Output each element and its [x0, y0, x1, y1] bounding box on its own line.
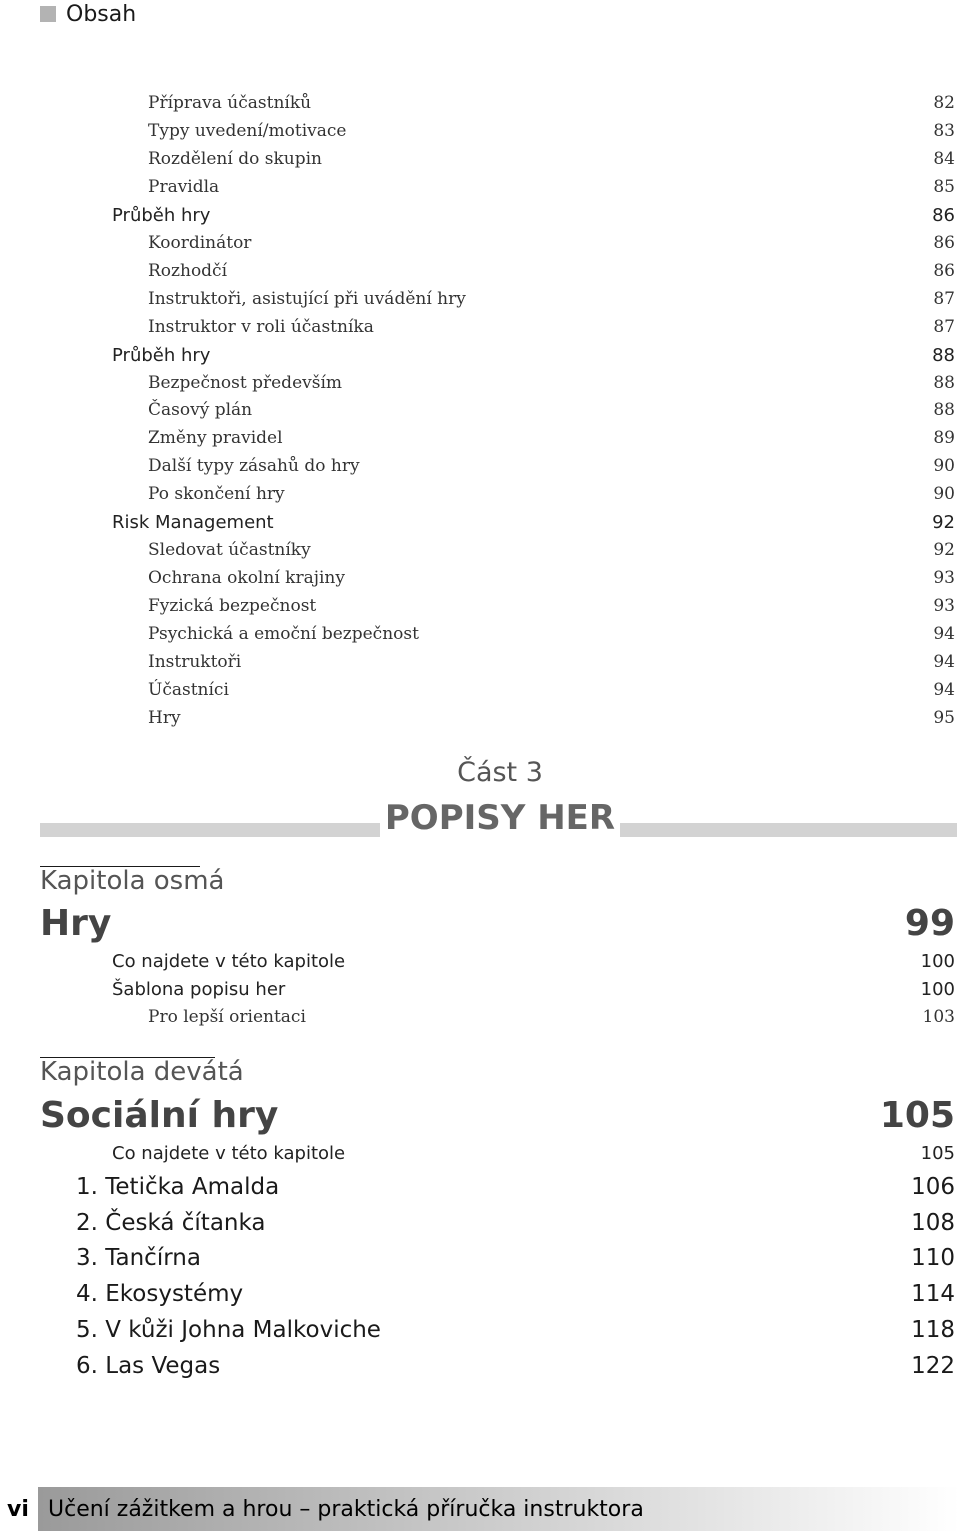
- toc-entry-page: 94: [933, 624, 955, 645]
- toc-entry-title: Hry: [148, 707, 181, 728]
- toc-entry-page: 92: [932, 512, 955, 534]
- toc-entry-page: 100: [920, 951, 955, 972]
- toc-entry-title: Po skončení hry: [148, 484, 285, 505]
- toc-entry-page: 85: [933, 176, 955, 197]
- toc-entry-page: 86: [933, 260, 955, 281]
- footer-book-title: Učení zážitkem a hrou – praktická příručka instruktora: [48, 1496, 644, 1522]
- toc-entry-title: Pro lepší orientaci: [148, 1007, 306, 1027]
- toc-entry-page: 83: [933, 120, 955, 141]
- toc-entry-title: Účastníci: [148, 679, 229, 700]
- page-footer: [0, 1487, 960, 1531]
- toc-entry: [0, 149, 955, 169]
- toc-entry-page: 87: [933, 288, 955, 309]
- toc-entry: [0, 540, 955, 560]
- toc-entry-page: 90: [933, 456, 955, 477]
- chapter8-label: Kapitola osmá: [40, 866, 225, 896]
- toc-entry-title: Typy uvedení/motivace: [148, 120, 347, 141]
- toc-entry-page: 88: [933, 372, 955, 393]
- toc-entry-title: Sledovat účastníky: [148, 540, 311, 561]
- toc-entry-title: Bezpečnost především: [148, 372, 343, 393]
- toc-entry: [0, 261, 955, 281]
- toc-entry-title: Průběh hry: [112, 344, 211, 366]
- toc-entry: [0, 233, 955, 253]
- toc-entry-page: 106: [911, 1174, 955, 1200]
- toc-entry: [0, 93, 955, 113]
- toc-entry-title: Co najdete v této kapitole: [112, 1143, 346, 1164]
- toc-entry-page: 93: [933, 596, 955, 617]
- chapter9-title: Sociální hry: [40, 1095, 279, 1136]
- toc-entry: [0, 1353, 955, 1379]
- toc-entry-page: 89: [933, 428, 955, 449]
- toc-entry-title: Průběh hry: [112, 204, 211, 226]
- toc-entry-page: 94: [933, 652, 955, 672]
- toc-entry-title: Koordinátor: [148, 232, 252, 253]
- toc-entry-page: 94: [933, 679, 955, 700]
- toc-entry: [0, 317, 955, 337]
- toc-entry-title: 5. V kůži Johna Malkoviche: [76, 1316, 381, 1343]
- toc-entry-page: 86: [933, 232, 955, 253]
- toc-entry-page: 92: [933, 540, 955, 561]
- toc-entry-title: 1. Tetička Amalda: [76, 1174, 280, 1200]
- toc-entry: [0, 289, 955, 309]
- toc-entry-title: 2. Česká čítanka: [76, 1209, 266, 1236]
- toc-entry: [0, 951, 955, 972]
- toc-entry-page: 90: [933, 484, 955, 505]
- toc-entry-title: Risk Management: [112, 512, 274, 534]
- chapter9-label: Kapitola devátá: [40, 1057, 244, 1087]
- toc-entry-page: 87: [933, 316, 955, 337]
- toc-entry-page: 95: [933, 707, 955, 728]
- toc-entry-title: Rozhodčí: [148, 260, 228, 281]
- toc-entry-title: Co najdete v této kapitole: [112, 951, 346, 972]
- footer-page-number: vi: [0, 1487, 36, 1531]
- chapter8-title-row: [40, 903, 955, 944]
- toc-entry: [0, 979, 955, 1000]
- toc-entry: [0, 121, 955, 141]
- part-title: POPISY HER: [380, 796, 620, 840]
- toc-entry: [0, 568, 955, 588]
- toc-entry: [0, 1281, 955, 1307]
- toc-entry-title: 3. Tančírna: [76, 1245, 201, 1272]
- toc-entry-page: 93: [933, 568, 955, 589]
- header-square-icon: [40, 6, 56, 22]
- toc-entry-title: Instruktoři: [148, 652, 242, 672]
- toc-entry-title: 6. Las Vegas: [76, 1352, 221, 1379]
- header-title: Obsah: [66, 1, 137, 27]
- chapter9-page: 105: [879, 1095, 955, 1136]
- part-number: Část 3: [457, 757, 543, 788]
- toc-entry-title: Změny pravidel: [148, 428, 283, 449]
- chapter8-title: Hry: [40, 903, 112, 944]
- toc-entry: [0, 345, 955, 366]
- toc-entry: [0, 1174, 955, 1200]
- toc-entry-title: Rozdělení do skupin: [148, 148, 322, 169]
- toc-entry: [0, 1210, 955, 1236]
- toc-entry: [0, 456, 955, 476]
- toc-entry-title: 4. Ekosystémy: [76, 1281, 244, 1308]
- toc-entry: [0, 400, 955, 420]
- toc-entry-title: Šablona popisu her: [112, 979, 286, 1000]
- toc-entry-page: 82: [933, 93, 955, 113]
- footer-band: [38, 1487, 960, 1531]
- chapter8-page: 99: [904, 903, 955, 944]
- toc-entry: [0, 652, 955, 672]
- toc-entry: [0, 205, 955, 226]
- toc-entry: [0, 1143, 955, 1164]
- toc-entry: [0, 596, 955, 616]
- toc-entry: [0, 373, 955, 393]
- toc-entry-title: Instruktor v roli účastníka: [148, 316, 374, 337]
- toc-entry-title: Příprava účastníků: [148, 93, 312, 113]
- toc-entry-page: 84: [933, 148, 955, 169]
- toc-entry: [0, 1317, 955, 1343]
- toc-entry-page: 100: [920, 979, 955, 1000]
- toc-entry-title: Časový plán: [148, 400, 253, 421]
- toc-entry: [0, 708, 955, 728]
- toc-entry: [0, 177, 955, 197]
- toc-entry-page: 108: [911, 1209, 955, 1236]
- toc-entry-page: 110: [911, 1245, 955, 1272]
- toc-entry-page: 103: [922, 1007, 955, 1027]
- toc-entry-title: Instruktoři, asistující při uvádění hry: [148, 288, 466, 309]
- toc-entry: [0, 624, 955, 644]
- toc-entry-page: 88: [933, 400, 955, 421]
- toc-entry-page: 118: [911, 1316, 955, 1343]
- toc-entry-title: Pravidla: [148, 176, 220, 197]
- toc-entry: [0, 1007, 955, 1027]
- toc-entry-title: Ochrana okolní krajiny: [148, 568, 345, 589]
- toc-entry-page: 122: [911, 1352, 955, 1379]
- page-header: [40, 0, 136, 28]
- toc-entry-page: 88: [932, 344, 955, 366]
- toc-entry-title: Fyzická bezpečnost: [148, 596, 317, 617]
- toc-entry: [0, 484, 955, 504]
- toc-entry-page: 86: [932, 204, 955, 226]
- toc-entry-title: Psychická a emoční bezpečnost: [148, 624, 419, 645]
- toc-entry-page: 105: [920, 1143, 955, 1164]
- toc-entry: [0, 1245, 955, 1271]
- toc-entry-title: Další typy zásahů do hry: [148, 456, 360, 477]
- toc-entry-page: 114: [911, 1281, 955, 1308]
- toc-entry: [0, 680, 955, 700]
- toc-entry: [0, 512, 955, 533]
- chapter9-title-row: [40, 1095, 955, 1136]
- toc-entry: [0, 428, 955, 448]
